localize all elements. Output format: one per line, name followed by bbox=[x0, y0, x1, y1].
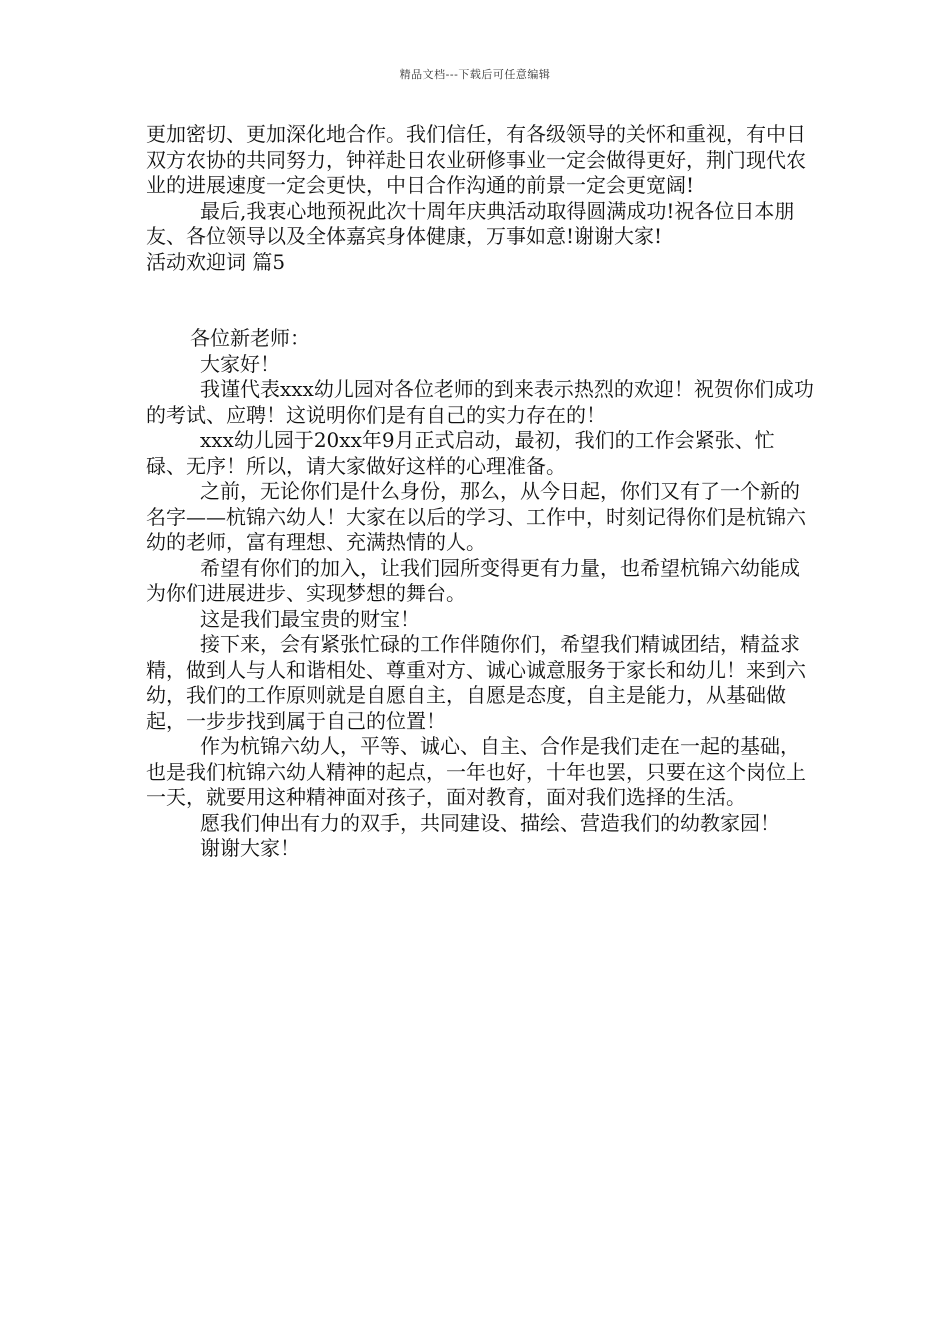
paragraph-closing-wishes: 最后,我衷心地预祝此次十周年庆典活动取得圆满成功!祝各位日本朋友、各位领导以及全体嘉宾身体健康，万事如意!谢谢大家! bbox=[146, 198, 795, 248]
paragraph-build-together: 愿我们伸出有力的双手，共同建设、描绘、营造我们的幼教家园！ bbox=[200, 810, 780, 835]
paragraph-thanks: 谢谢大家！ bbox=[200, 836, 300, 860]
salutation: 各位新老师： bbox=[190, 326, 310, 350]
document-body bbox=[146, 122, 814, 862]
paragraph-hope: 希望有你们的加入，让我们园所变得更有力量，也希望杭锦六幼能成为你们进展进步、实现梦想的舞台。 bbox=[146, 555, 800, 605]
paragraph-spirit: 作为杭锦六幼人，平等、诚心、自主、合作是我们走在一起的基础，也是我们杭锦六幼人精神的起点，一年也好，十年也罢，只要在这个岗位上一天，就要用这种精神面对孩子，面对教育，面对我们选择的生活。 bbox=[146, 734, 806, 809]
paragraph-work-principle: 接下来，会有紧张忙碌的工作伴随你们，希望我们精诚团结，精益求精，做到人与人和谐相处、尊重对方、诚心诚意服务于家长和幼儿！来到六幼，我们的工作原则就是自愿自主，自愿是态度，自主是能力，从基础做起，一步步找到属于自己的位置！ bbox=[146, 632, 806, 733]
page-header: 精品文档---下载后可任意编辑 bbox=[399, 68, 551, 81]
greeting: 大家好！ bbox=[200, 351, 280, 376]
section-title: 活动欢迎词 篇5 bbox=[146, 249, 286, 274]
paragraph-continuation: 更加密切、更加深化地合作。我们信任，有各级领导的关怀和重视，有中日双方农协的共同努力，钟祥赴日农业研修事业一定会做得更好，荆门现代农业的进展速度一定会更快，中日合作沟通的前景一定会更宽阔! bbox=[146, 122, 806, 197]
paragraph-treasure: 这是我们最宝贵的财宝！ bbox=[200, 606, 420, 631]
paragraph-new-name: 之前，无论你们是什么身份，那么，从今日起，你们又有了一个新的名字——杭锦六幼人！大家在以后的学习、工作中，时刻记得你们是杭锦六幼的老师，富有理想、充满热情的人。 bbox=[146, 479, 806, 554]
paragraph-launch: xxx幼儿园于20xx年9月正式启动，最初，我们的工作会紧张、忙碌、无序！所以，请大家做好这样的心理准备。 bbox=[146, 428, 775, 478]
paragraph-welcome: 我谨代表xxx幼儿园对各位老师的到来表示热烈的欢迎！祝贺你们成功的考试、应聘！这说明你们是有自己的实力存在的！ bbox=[146, 377, 814, 427]
section-spacer bbox=[146, 275, 814, 326]
